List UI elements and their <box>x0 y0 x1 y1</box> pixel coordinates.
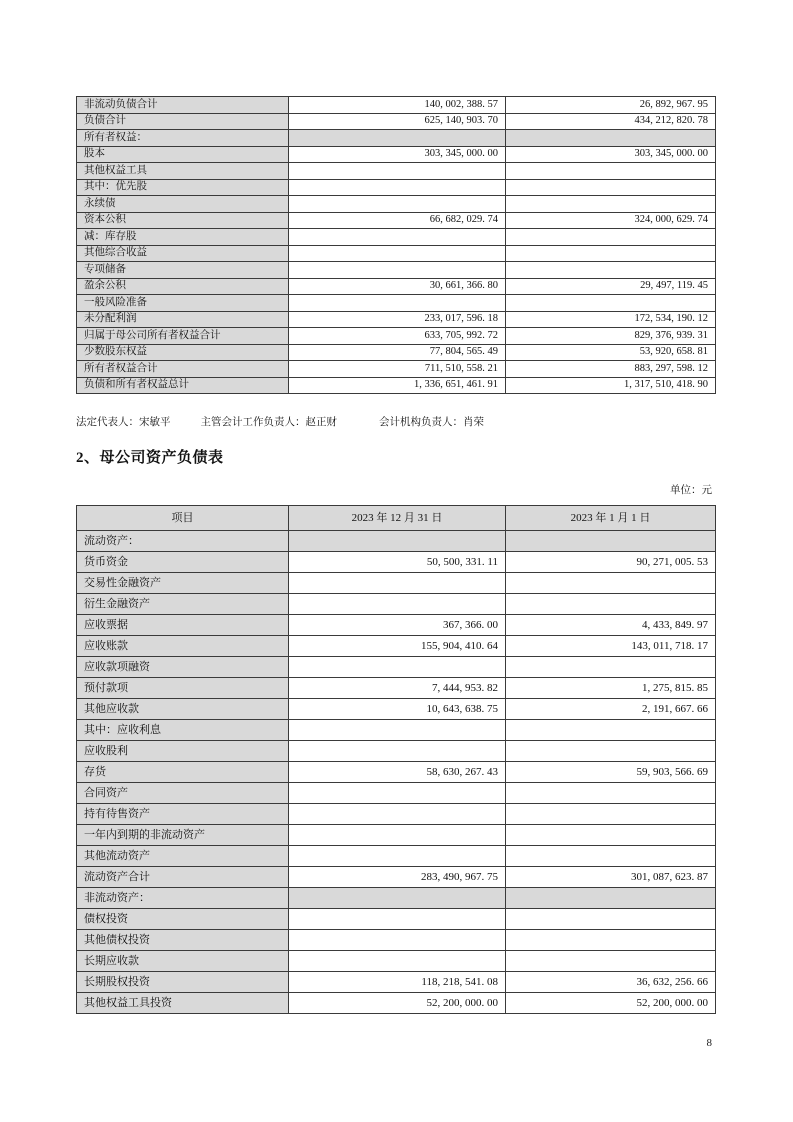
value-current-period-cell: 140, 002, 388. 57 <box>289 97 506 114</box>
value-current-period-cell <box>289 262 506 279</box>
row-label-cell: 未分配利润 <box>77 311 289 328</box>
value-prior-period-cell: 1, 317, 510, 418. 90 <box>506 377 716 394</box>
table-row <box>77 311 716 328</box>
row-label-cell: 流动资产合计 <box>77 867 289 888</box>
value-prior-period-cell <box>506 531 716 552</box>
value-prior-period-cell: 4, 433, 849. 97 <box>506 615 716 636</box>
row-label-cell: 少数股东权益 <box>77 344 289 361</box>
row-label-cell: 衍生金融资产 <box>77 594 289 615</box>
table-row <box>77 846 716 867</box>
section-row <box>77 888 716 909</box>
value-prior-period-cell: 434, 212, 820. 78 <box>506 113 716 130</box>
value-prior-period-cell <box>506 825 716 846</box>
value-prior-period-cell <box>506 179 716 196</box>
value-current-period-cell <box>289 573 506 594</box>
table-row <box>77 146 716 163</box>
table-row <box>77 993 716 1014</box>
row-label-cell: 持有待售资产 <box>77 804 289 825</box>
value-current-period-cell: 233, 017, 596. 18 <box>289 311 506 328</box>
row-label-cell: 负债合计 <box>77 113 289 130</box>
value-current-period-cell <box>289 804 506 825</box>
value-prior-period-cell: 324, 000, 629. 74 <box>506 212 716 229</box>
table-row <box>77 573 716 594</box>
page-number: 8 <box>706 1037 712 1049</box>
table-row <box>77 552 716 573</box>
value-prior-period-cell: 52, 200, 000. 00 <box>506 993 716 1014</box>
row-label-cell: 非流动负债合计 <box>77 97 289 114</box>
value-current-period-cell <box>289 196 506 213</box>
row-label-cell: 其中：优先股 <box>77 179 289 196</box>
value-current-period-cell <box>289 825 506 846</box>
table-row <box>77 196 716 213</box>
table-row <box>77 678 716 699</box>
table-row <box>77 328 716 345</box>
value-prior-period-cell: 301, 087, 623. 87 <box>506 867 716 888</box>
table-row <box>77 245 716 262</box>
row-label-cell: 盈余公积 <box>77 278 289 295</box>
table-row <box>77 909 716 930</box>
value-prior-period-cell: 143, 011, 718. 17 <box>506 636 716 657</box>
row-label-cell: 交易性金融资产 <box>77 573 289 594</box>
value-prior-period-cell <box>506 594 716 615</box>
table-row <box>77 720 716 741</box>
value-prior-period-cell <box>506 245 716 262</box>
row-label-cell: 预付款项 <box>77 678 289 699</box>
value-prior-period-cell <box>506 804 716 825</box>
row-label-cell: 减：库存股 <box>77 229 289 246</box>
value-prior-period-cell: 26, 892, 967. 95 <box>506 97 716 114</box>
value-current-period-cell: 58, 630, 267. 43 <box>289 762 506 783</box>
section-title: 2、母公司资产负债表 <box>76 450 224 466</box>
value-current-period-cell: 625, 140, 903. 70 <box>289 113 506 130</box>
value-prior-period-cell: 53, 920, 658. 81 <box>506 344 716 361</box>
accounting-dept-head: 会计机构负责人：肖荣 <box>379 417 484 428</box>
table-row <box>77 229 716 246</box>
table-row <box>77 615 716 636</box>
value-prior-period-cell <box>506 720 716 741</box>
chief-accountant: 主管会计工作负责人：赵正财 <box>200 417 337 428</box>
consolidated-balance-sheet-table <box>76 96 716 394</box>
value-prior-period-cell: 90, 271, 005. 53 <box>506 552 716 573</box>
row-label-cell: 应收账款 <box>77 636 289 657</box>
value-current-period-cell <box>289 888 506 909</box>
row-label-cell: 合同资产 <box>77 783 289 804</box>
table-row <box>77 361 716 378</box>
row-label-cell: 归属于母公司所有者权益合计 <box>77 328 289 345</box>
table-row <box>77 804 716 825</box>
value-current-period-cell <box>289 951 506 972</box>
header-date-start: 2023 年 1 月 1 日 <box>506 506 716 531</box>
value-current-period-cell <box>289 720 506 741</box>
legal-representative: 法定代表人：宋敏平 <box>76 417 171 428</box>
table-row <box>77 930 716 951</box>
value-prior-period-cell <box>506 888 716 909</box>
table-row <box>77 212 716 229</box>
value-current-period-cell: 711, 510, 558. 21 <box>289 361 506 378</box>
value-current-period-cell <box>289 741 506 762</box>
value-current-period-cell: 52, 200, 000. 00 <box>289 993 506 1014</box>
value-current-period-cell <box>289 295 506 312</box>
value-current-period-cell <box>289 909 506 930</box>
row-label-cell: 专项储备 <box>77 262 289 279</box>
row-label-cell: 应收款项融资 <box>77 657 289 678</box>
row-label-cell: 货币资金 <box>77 552 289 573</box>
row-label-cell: 负债和所有者权益总计 <box>77 377 289 394</box>
value-prior-period-cell <box>506 163 716 180</box>
table-header-row <box>77 506 716 531</box>
row-label-cell: 所有者权益： <box>77 130 289 147</box>
value-current-period-cell <box>289 657 506 678</box>
table-row <box>77 741 716 762</box>
row-label-cell: 其中：应收利息 <box>77 720 289 741</box>
row-label-cell: 其他债权投资 <box>77 930 289 951</box>
table-row <box>77 594 716 615</box>
value-current-period-cell <box>289 229 506 246</box>
table-row <box>77 699 716 720</box>
value-prior-period-cell <box>506 657 716 678</box>
row-label-cell: 其他应收款 <box>77 699 289 720</box>
header-item: 项目 <box>77 506 289 531</box>
row-label-cell: 一年内到期的非流动资产 <box>77 825 289 846</box>
value-prior-period-cell <box>506 909 716 930</box>
value-current-period-cell <box>289 594 506 615</box>
value-current-period-cell: 50, 500, 331. 11 <box>289 552 506 573</box>
value-prior-period-cell: 883, 297, 598. 12 <box>506 361 716 378</box>
value-current-period-cell <box>289 531 506 552</box>
row-label-cell: 一般风险准备 <box>77 295 289 312</box>
table-row <box>77 972 716 993</box>
row-label-cell: 长期应收款 <box>77 951 289 972</box>
value-current-period-cell: 1, 336, 651, 461. 91 <box>289 377 506 394</box>
value-current-period-cell: 77, 804, 565. 49 <box>289 344 506 361</box>
value-current-period-cell: 7, 444, 953. 82 <box>289 678 506 699</box>
value-prior-period-cell <box>506 130 716 147</box>
table-row <box>77 657 716 678</box>
row-label-cell: 其他权益工具投资 <box>77 993 289 1014</box>
row-label-cell: 其他综合收益 <box>77 245 289 262</box>
row-label-cell: 其他权益工具 <box>77 163 289 180</box>
value-current-period-cell: 155, 904, 410. 64 <box>289 636 506 657</box>
value-prior-period-cell <box>506 229 716 246</box>
table-row <box>77 377 716 394</box>
value-prior-period-cell: 59, 903, 566. 69 <box>506 762 716 783</box>
value-current-period-cell <box>289 783 506 804</box>
row-label-cell: 债权投资 <box>77 909 289 930</box>
value-current-period-cell: 283, 490, 967. 75 <box>289 867 506 888</box>
value-current-period-cell: 66, 682, 029. 74 <box>289 212 506 229</box>
section-row <box>77 531 716 552</box>
value-current-period-cell <box>289 130 506 147</box>
table-row <box>77 262 716 279</box>
value-current-period-cell <box>289 179 506 196</box>
value-prior-period-cell <box>506 930 716 951</box>
value-prior-period-cell: 303, 345, 000. 00 <box>506 146 716 163</box>
value-current-period-cell: 118, 218, 541. 08 <box>289 972 506 993</box>
value-prior-period-cell <box>506 573 716 594</box>
table-row <box>77 97 716 114</box>
value-current-period-cell: 303, 345, 000. 00 <box>289 146 506 163</box>
value-current-period-cell <box>289 163 506 180</box>
table-row <box>77 867 716 888</box>
value-prior-period-cell: 1, 275, 815. 85 <box>506 678 716 699</box>
row-label-cell: 资本公积 <box>77 212 289 229</box>
value-prior-period-cell <box>506 783 716 804</box>
value-prior-period-cell: 172, 534, 190. 12 <box>506 311 716 328</box>
value-prior-period-cell: 29, 497, 119. 45 <box>506 278 716 295</box>
value-current-period-cell: 633, 705, 992. 72 <box>289 328 506 345</box>
row-label-cell: 长期股权投资 <box>77 972 289 993</box>
value-prior-period-cell: 829, 376, 939. 31 <box>506 328 716 345</box>
value-prior-period-cell <box>506 196 716 213</box>
value-prior-period-cell <box>506 741 716 762</box>
value-prior-period-cell <box>506 262 716 279</box>
table-row <box>77 783 716 804</box>
table-row <box>77 762 716 783</box>
value-prior-period-cell <box>506 295 716 312</box>
table-row <box>77 825 716 846</box>
section-row <box>77 130 716 147</box>
row-label-cell: 永续债 <box>77 196 289 213</box>
value-prior-period-cell: 36, 632, 256. 66 <box>506 972 716 993</box>
row-label-cell: 所有者权益合计 <box>77 361 289 378</box>
value-current-period-cell <box>289 930 506 951</box>
parent-company-balance-sheet <box>76 505 716 1014</box>
value-prior-period-cell <box>506 951 716 972</box>
value-current-period-cell: 367, 366. 00 <box>289 615 506 636</box>
row-label-cell: 流动资产： <box>77 531 289 552</box>
table-row <box>77 163 716 180</box>
value-current-period-cell: 30, 661, 366. 80 <box>289 278 506 295</box>
signatories-line <box>76 414 715 429</box>
value-prior-period-cell: 2, 191, 667. 66 <box>506 699 716 720</box>
table-row <box>77 113 716 130</box>
table-row <box>77 278 716 295</box>
row-label-cell: 应收股利 <box>77 741 289 762</box>
value-prior-period-cell <box>506 846 716 867</box>
row-label-cell: 存货 <box>77 762 289 783</box>
value-current-period-cell <box>289 245 506 262</box>
row-label-cell: 非流动资产： <box>77 888 289 909</box>
table-row <box>77 179 716 196</box>
unit-label: 单位：元 <box>670 485 712 496</box>
table-row <box>77 951 716 972</box>
row-label-cell: 其他流动资产 <box>77 846 289 867</box>
table-row <box>77 295 716 312</box>
table-row <box>77 636 716 657</box>
row-label-cell: 股本 <box>77 146 289 163</box>
header-date-end: 2023 年 12 月 31 日 <box>289 506 506 531</box>
value-current-period-cell <box>289 846 506 867</box>
row-label-cell: 应收票据 <box>77 615 289 636</box>
consolidated-balance-sheet-continued <box>76 96 716 394</box>
value-current-period-cell: 10, 643, 638. 75 <box>289 699 506 720</box>
parent-company-balance-sheet-table <box>76 505 716 1014</box>
table-row <box>77 344 716 361</box>
